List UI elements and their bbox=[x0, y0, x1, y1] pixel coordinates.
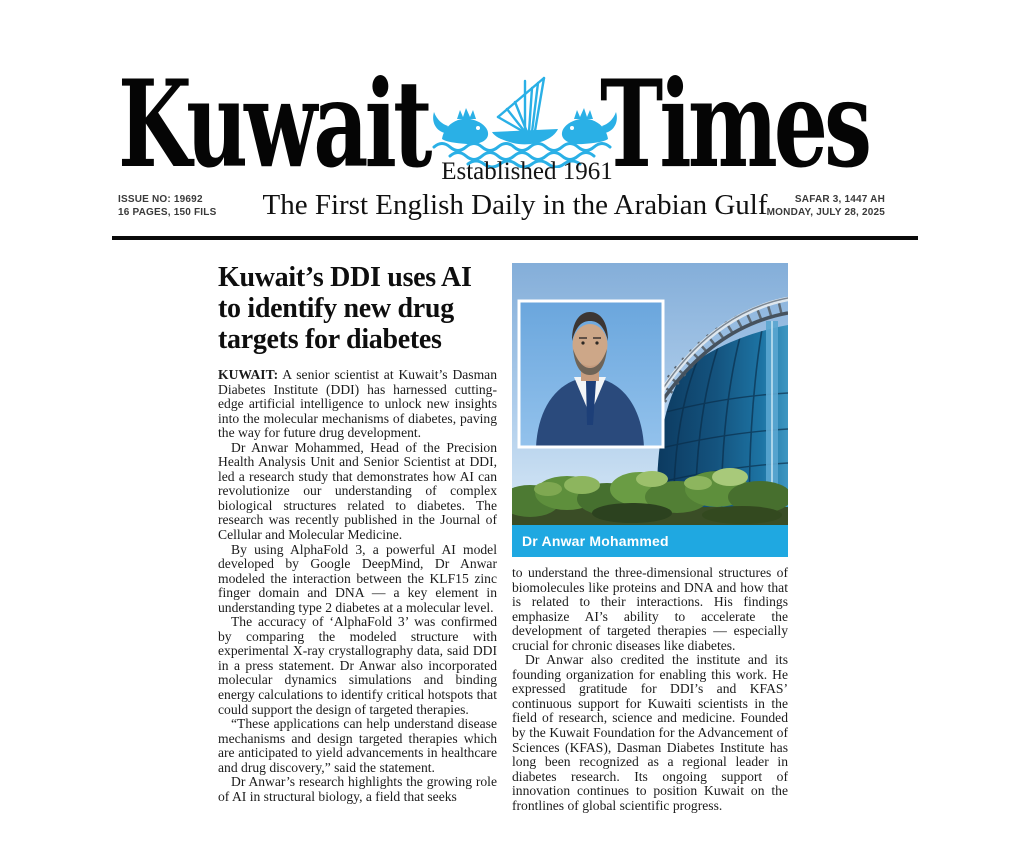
date-info bbox=[700, 193, 885, 219]
dhow-logo-graphic bbox=[428, 70, 622, 168]
gregorian-date: MONDAY, JULY 28, 2025 bbox=[766, 207, 885, 218]
article-paragraph: “These applications can help understand disease mechanisms and design targeted therapies which are anticipated to yield advancements in healthcare and drug discovery,” said the statement. bbox=[218, 716, 497, 775]
dhow-whales-logo-icon bbox=[428, 70, 622, 168]
article-dateline: KUWAIT: bbox=[218, 367, 279, 382]
hijri-date: SAFAR 3, 1447 AH bbox=[794, 194, 885, 205]
established-text: Established 1961 bbox=[441, 158, 613, 185]
article-paragraph: to understand the three-dimensional structures of biomolecules like proteins and DNA and how that is related to their interactions. His findings emphasize AI’s ability to accelerate the development of targeted therapies — especially crucial for chronic diseases like diabetes. bbox=[512, 565, 788, 653]
issue-number: ISSUE NO: 19692 bbox=[118, 194, 203, 205]
article-paragraph: Dr Anwar’s research highlights the growing role of AI in structural biology, a field that seeks bbox=[218, 774, 497, 804]
article-column-left bbox=[218, 262, 497, 804]
article-lead-paragraph bbox=[218, 368, 497, 441]
article-paragraph: The accuracy of ‘AlphaFold 3’ was confirmed by comparing the modeled structure with experimental X-ray crystallography data, said DDI in a press statement. Dr Anwar also incorporated molecular dynamics simulations and binding energy calculations to identify critical hotspots that could support the design of targeted therapies. bbox=[218, 614, 497, 717]
portrait-inset bbox=[519, 301, 663, 447]
photo-caption: Dr Anwar Mohammed bbox=[512, 525, 788, 557]
article-column-right bbox=[512, 263, 788, 813]
pages-price: 16 PAGES, 150 FILS bbox=[118, 207, 217, 218]
article-photo bbox=[512, 263, 788, 525]
article-figure bbox=[512, 263, 788, 557]
article-paragraph: Dr Anwar Mohammed, Head of the Precision Health Analysis Unit and Senior Scientist at DDI, led a research study that demonstrates how AI can revolutionize our understanding of complex biological structures related to diabetes. The research was recently published in the Journal of Cellular and Molecular Medicine. bbox=[218, 439, 497, 543]
article-paragraph: By using AlphaFold 3, a powerful AI model developed by Google DeepMind, Dr Anwar modeled the interaction between the KLF15 zinc finger domain and DNA — a key element in understanding type 2 diabetes at a molecular level. bbox=[218, 541, 497, 615]
masthead-brand-kuwait: Kuwait bbox=[118, 52, 429, 195]
masthead-rule bbox=[112, 236, 918, 240]
tagline: The First English Daily in the Arabian Gulf bbox=[262, 189, 768, 221]
lead-text: A senior scientist at Kuwait’s Dasman Diabetes Institute (DDI) has harnessed cutting-edge artificial intelligence to unlock new insights into the molecular mechanisms of diabetes, paving the way for future drug development. bbox=[218, 367, 497, 441]
masthead-brand-times: Times bbox=[600, 52, 869, 195]
article-headline: Kuwait’s DDI uses AI to identify new drug targets for diabetes bbox=[218, 262, 472, 355]
article-paragraph: Dr Anwar also credited the institute and its founding organization for enabling this work. He expressed gratitude for DDI’s and KFAS’ continuous support for Kuwaiti scientists in the field of research, science and medicine. Founded by the Kuwait Foundation for the Advancement of Sciences (KFAS), Dasman Diabetes Institute has long been recognized as a regional leader in diabetes research. Its ongoing support of innovation continues to position Kuwait on the frontlines of global scientific progress. bbox=[512, 652, 788, 813]
